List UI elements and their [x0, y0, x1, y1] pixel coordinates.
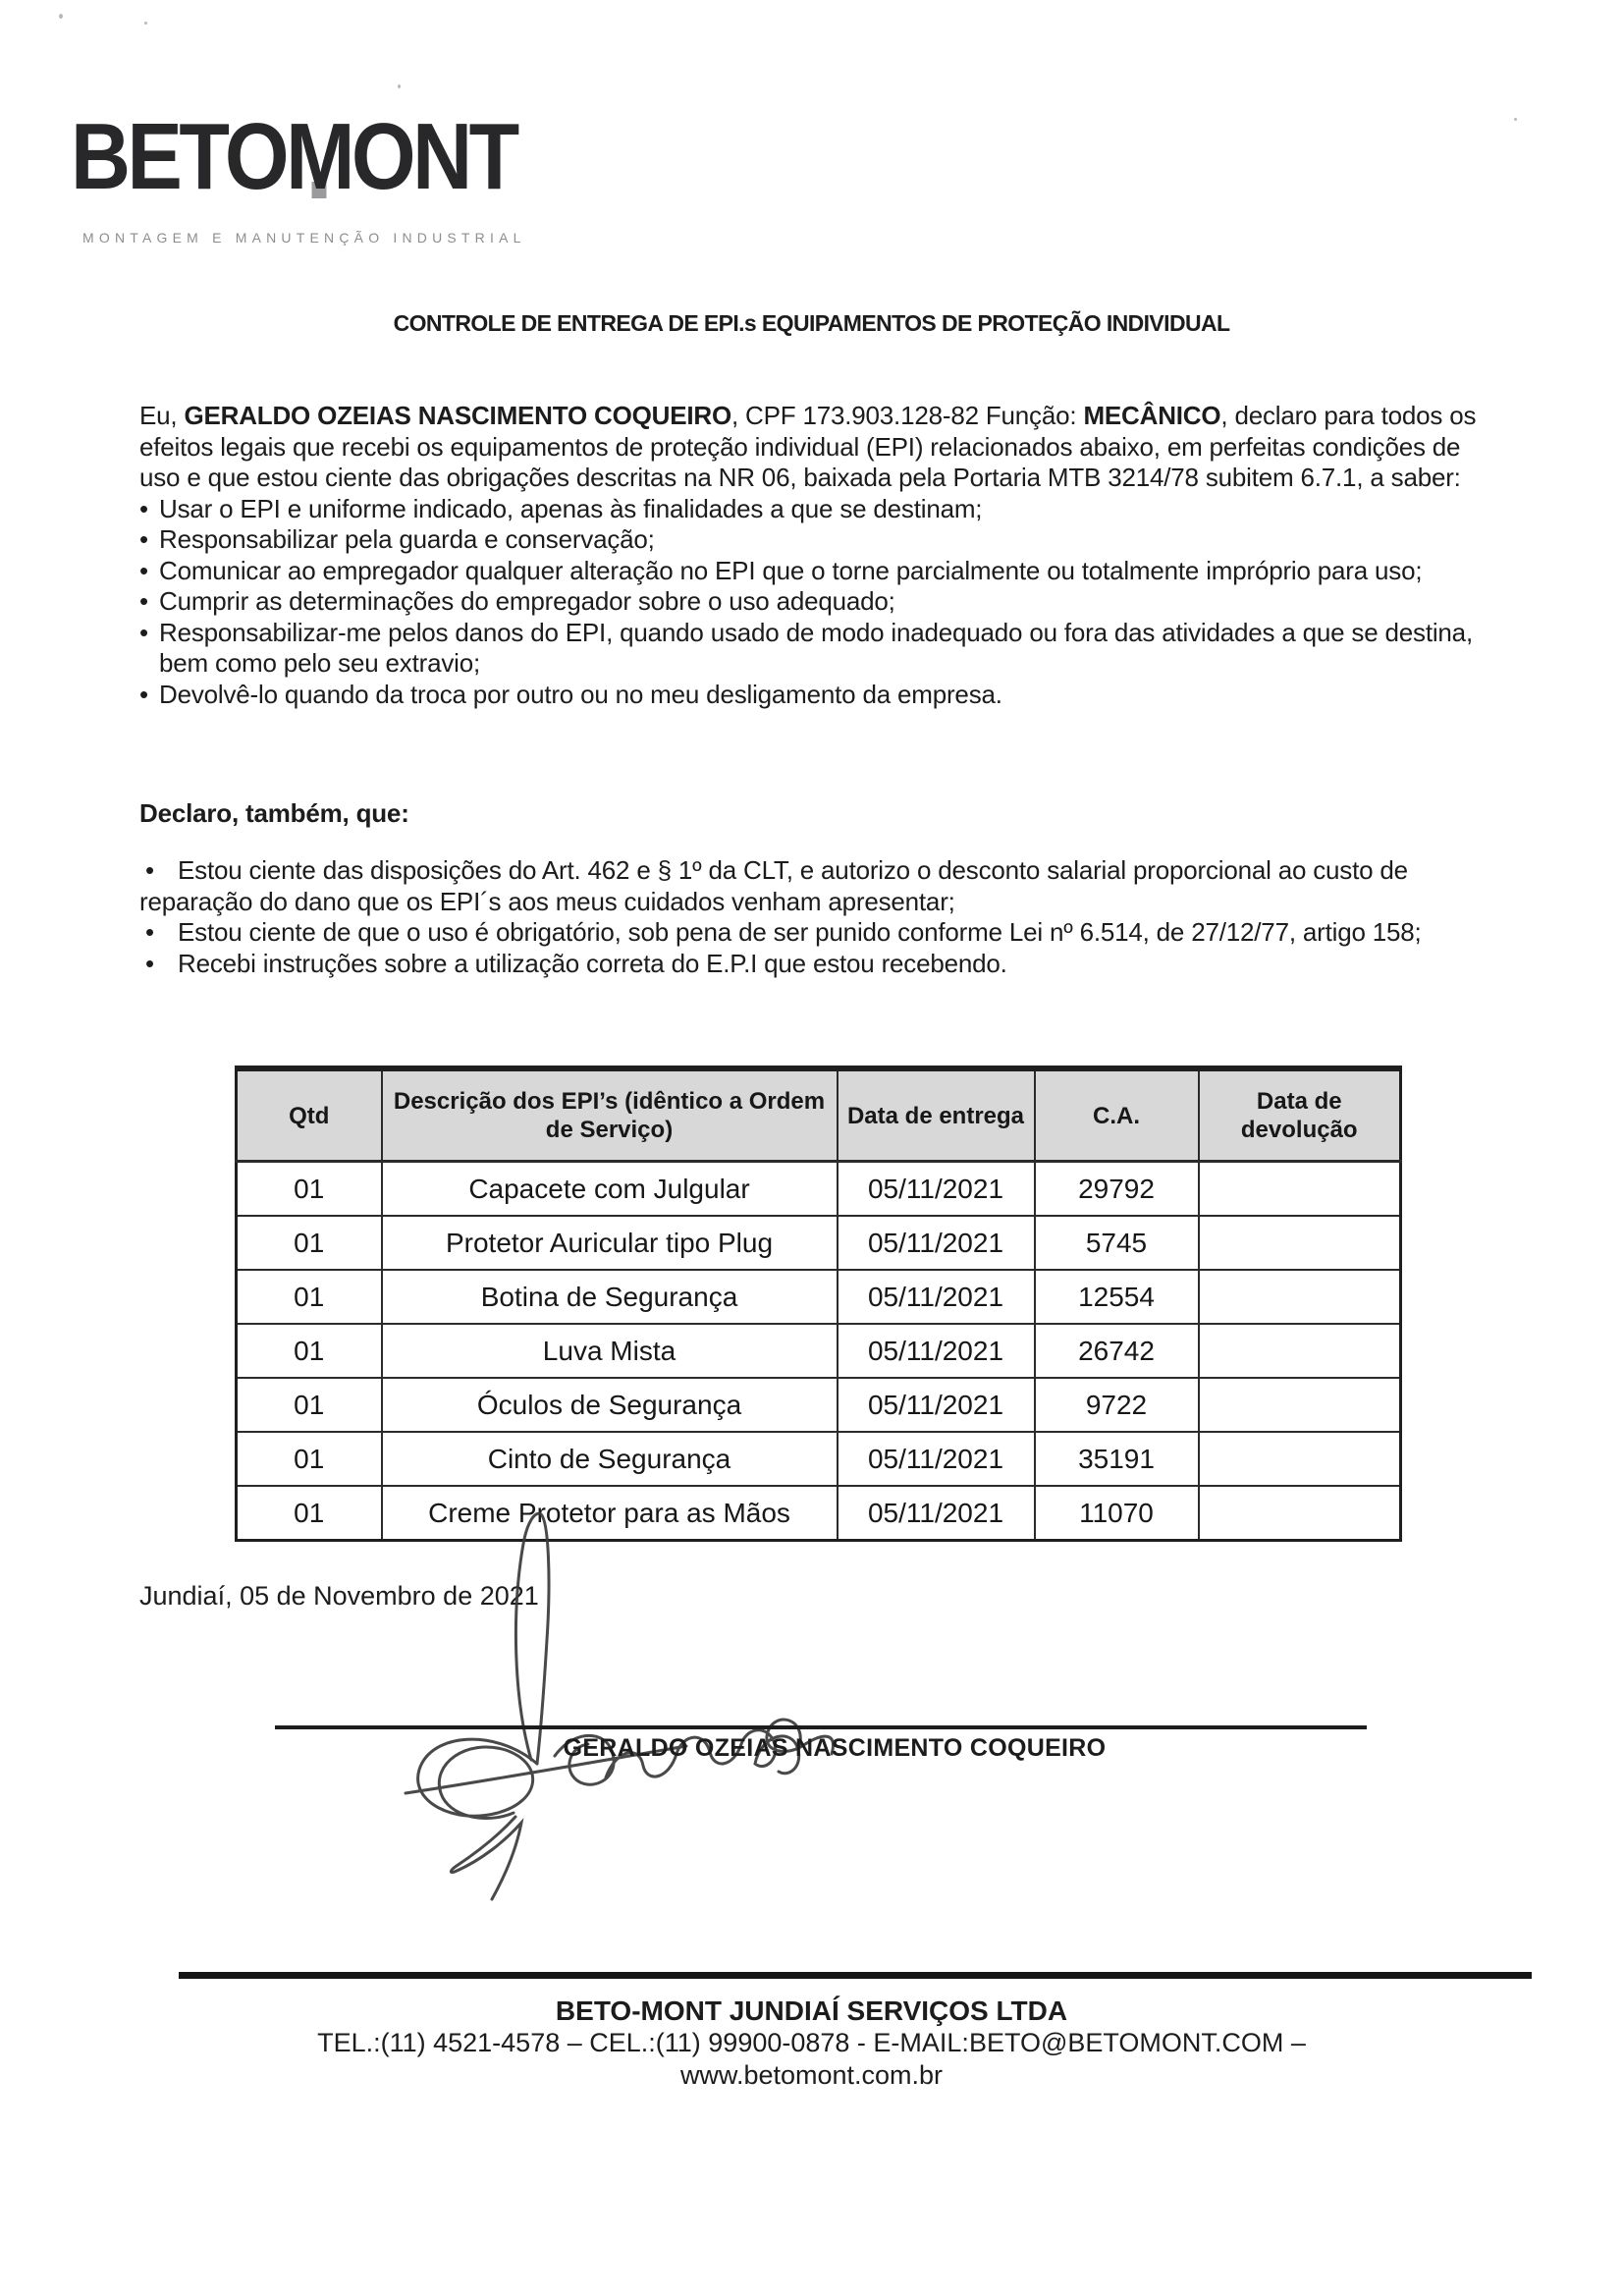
intro-paragraph	[139, 401, 1483, 494]
header-descricao: Descrição dos EPI’s (idêntico a Ordem de Serviço)	[382, 1068, 838, 1162]
scan-speck	[59, 14, 63, 19]
cell-qtd: 01	[237, 1270, 382, 1324]
header-entrega: Data de entrega	[838, 1068, 1035, 1162]
logo-letter-m: M	[286, 104, 352, 209]
scan-speck	[398, 84, 401, 88]
declaro-heading: Declaro, também, que:	[139, 798, 409, 828]
footer-website: www.betomont.com.br	[679, 2060, 944, 2090]
cell-entrega: 05/11/2021	[838, 1378, 1035, 1432]
scan-speck	[1514, 118, 1517, 121]
cell-descricao: Capacete com Julgular	[382, 1162, 838, 1217]
header-devolucao: Data de devolução	[1199, 1068, 1401, 1162]
table-row	[237, 1162, 1401, 1217]
table-body	[237, 1162, 1401, 1541]
scan-speck	[144, 22, 147, 25]
table-row	[237, 1378, 1401, 1432]
cell-descricao: Óculos de Segurança	[382, 1378, 838, 1432]
place-date-line: Jundiaí, 05 de Novembro de 2021	[139, 1581, 539, 1611]
footer-divider	[179, 1972, 1532, 1979]
list-item: • Usar o EPI e uniforme indicado, apenas às finalidades a que se destinam;	[139, 494, 1483, 525]
intro-prefix: Eu,	[139, 401, 185, 430]
cell-qtd: 01	[237, 1162, 382, 1217]
list-item: • Recebi instruções sobre a utilização correta do E.P.I que estou recebendo.	[139, 949, 1504, 980]
intro-rest: , declaro para todos os efeitos legais que recebi os equipamentos de proteção individual (EPI) relacionados abaixo, em perfeitas condições de uso e que estou ciente das obrigações descritas na NR 06, baixada pela Portaria MTB 3214/78 subitem 6.7.1, a saber:	[139, 401, 1477, 492]
cell-descricao: Creme Protetor para as Mãos	[382, 1486, 838, 1541]
cell-entrega: 05/11/2021	[838, 1216, 1035, 1270]
signature-printed-name: GERALDO OZEIAS NASCIMENTO COQUEIRO	[563, 1734, 1107, 1762]
cell-descricao: Cinto de Segurança	[382, 1432, 838, 1486]
cell-ca: 35191	[1035, 1432, 1199, 1486]
cell-devolucao	[1199, 1324, 1401, 1378]
intro-cpf: , CPF 173.903.128-82 Função:	[731, 401, 1084, 430]
table-header-row	[237, 1068, 1401, 1162]
cell-entrega: 05/11/2021	[838, 1432, 1035, 1486]
signature-line	[275, 1725, 1367, 1729]
cell-entrega: 05/11/2021	[838, 1324, 1035, 1378]
employee-role: MECÂNICO	[1083, 401, 1221, 430]
logo-text-left: BETO	[71, 104, 287, 209]
list-item: • Cumprir as determinações do empregador sobre o uso adequado;	[139, 586, 1483, 618]
company-logo	[71, 104, 577, 246]
logo-text-right: ONT	[351, 104, 516, 209]
cell-qtd: 01	[237, 1324, 382, 1378]
cell-ca: 12554	[1035, 1270, 1199, 1324]
cell-ca: 26742	[1035, 1324, 1199, 1378]
declarations-list	[139, 855, 1504, 979]
intro-section	[139, 401, 1483, 710]
cell-qtd: 01	[237, 1378, 382, 1432]
list-item: • Responsabilizar-me pelos danos do EPI, quando usado de modo inadequado ou fora das atividades a que se destina, bem como pelo seu extravio;	[139, 618, 1483, 680]
cell-devolucao	[1199, 1216, 1401, 1270]
list-item: • Devolvê-lo quando da troca por outro ou no meu desligamento da empresa.	[139, 680, 1483, 711]
cell-entrega: 05/11/2021	[838, 1486, 1035, 1541]
cell-devolucao	[1199, 1486, 1401, 1541]
cell-qtd: 01	[237, 1216, 382, 1270]
table-row	[237, 1324, 1401, 1378]
cell-devolucao	[1199, 1432, 1401, 1486]
list-item: • Estou ciente de que o uso é obrigatório, sob pena de ser punido conforme Lei nº 6.514, de 27/12/77, artigo 158;	[139, 917, 1504, 949]
list-item: • Estou ciente das disposições do Art. 462 e § 1º da CLT, e autorizo o desconto salarial proporcional ao custo de reparação do dano que os EPI´s aos meus cuidados venham apresentar;	[139, 855, 1504, 917]
cell-ca: 11070	[1035, 1486, 1199, 1541]
table-row	[237, 1270, 1401, 1324]
header-ca: C.A.	[1035, 1068, 1199, 1162]
cell-ca: 9722	[1035, 1378, 1199, 1432]
footer-contact-line: TEL.:(11) 4521-4578 – CEL.:(11) 99900-0878 - E-MAIL:BETO@BETOMONT.COM –	[317, 2028, 1306, 2057]
cell-qtd: 01	[237, 1486, 382, 1541]
cell-descricao: Luva Mista	[382, 1324, 838, 1378]
cell-devolucao	[1199, 1162, 1401, 1217]
table-row	[237, 1216, 1401, 1270]
cell-devolucao	[1199, 1378, 1401, 1432]
logo-wordmark	[71, 104, 516, 209]
cell-descricao: Protetor Auricular tipo Plug	[382, 1216, 838, 1270]
footer-company-name: BETO-MONT JUNDIAÍ SERVIÇOS LTDA	[555, 1995, 1068, 2026]
cell-qtd: 01	[237, 1432, 382, 1486]
cell-devolucao	[1199, 1270, 1401, 1324]
header-qtd: Qtd	[237, 1068, 382, 1162]
table-row	[237, 1432, 1401, 1486]
table-header	[237, 1068, 1401, 1162]
document-title: CONTROLE DE ENTREGA DE EPI.s EQUIPAMENTOS DE PROTEÇÃO INDIVIDUAL	[393, 310, 1230, 336]
cell-ca: 29792	[1035, 1162, 1199, 1217]
list-item: • Comunicar ao empregador qualquer alteração no EPI que o torne parcialmente ou totalmente impróprio para uso;	[139, 556, 1483, 587]
handwritten-signature	[349, 1493, 869, 1905]
cell-descricao: Botina de Segurança	[382, 1270, 838, 1324]
footer	[0, 1995, 1623, 2092]
logo-subtitle: MONTAGEM E MANUTENÇÃO INDUSTRIAL	[82, 230, 526, 246]
list-item: • Responsabilizar pela guarda e conservação;	[139, 524, 1483, 556]
obligations-list	[139, 494, 1483, 711]
cell-entrega: 05/11/2021	[838, 1162, 1035, 1217]
epi-table	[235, 1066, 1402, 1542]
cell-ca: 5745	[1035, 1216, 1199, 1270]
employee-name: GERALDO OZEIAS NASCIMENTO COQUEIRO	[184, 401, 731, 430]
cell-entrega: 05/11/2021	[838, 1270, 1035, 1324]
